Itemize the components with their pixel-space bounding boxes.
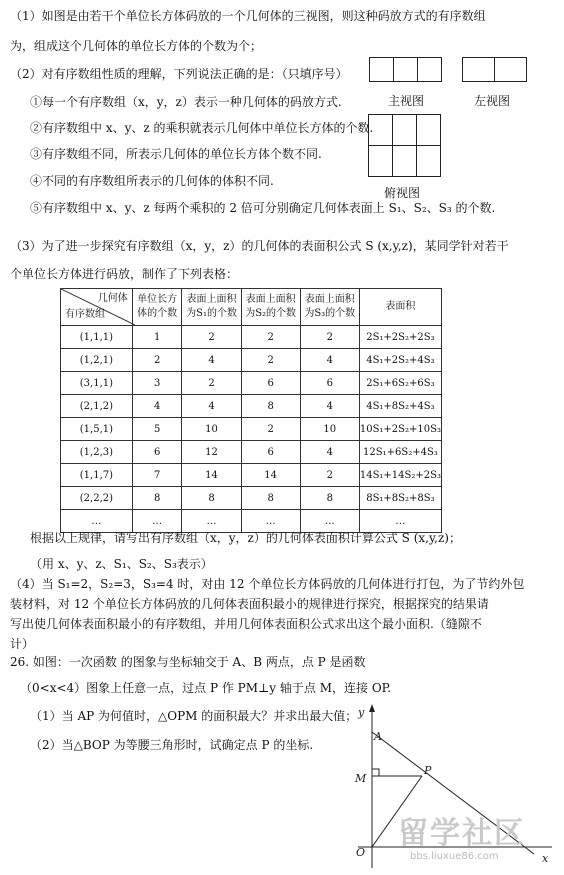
table-cell: 2S₁+2S₂+2S₃	[359, 326, 441, 349]
table-cell: 6	[241, 372, 300, 395]
front-view-figure	[369, 57, 443, 86]
table-cell: 14S₁+14S₂+2S₃	[359, 464, 441, 487]
table-cell: …	[61, 510, 133, 533]
table-cell: 8	[241, 395, 300, 418]
table-cell: (1,5,1)	[61, 418, 133, 441]
table-row	[61, 487, 442, 510]
q4-line2: 装材料，对 12 个单位长方体码放的几何体表面积最小的规律进行探究，根据探究的结果请	[10, 597, 489, 611]
q2-item-2: ②有序数组中 x、y、z 的乘积就表示几何体中单位长方体的个数.	[30, 121, 374, 135]
table-cell: 4	[182, 349, 241, 372]
table-cell: (1,2,3)	[61, 441, 133, 464]
label-M: M	[355, 772, 367, 785]
after-table-line2: （用 x、y、z、S₁、S₂、S₃表示）	[30, 557, 213, 571]
header-s3: 表面上面积为S₃的个数	[300, 289, 359, 326]
label-P: P	[424, 764, 432, 777]
q26-line1: 26. 如图：一次函数 的图象与坐标轴交于 A、B 两点，点 P 是函数	[10, 655, 366, 669]
table-cell: …	[300, 510, 359, 533]
header-s2: 表面上面积为S₂的个数	[241, 289, 300, 326]
table-row	[61, 464, 442, 487]
table-cell: 2	[132, 349, 182, 372]
diag-bottom-label: 有序数组	[65, 309, 105, 320]
table-cell: 2S₁+6S₂+6S₃	[359, 372, 441, 395]
table-cell: 2	[182, 326, 241, 349]
table-cell: 4	[132, 395, 182, 418]
table-cell: 8	[182, 487, 241, 510]
table-cell: 8	[241, 487, 300, 510]
table-cell: 8	[300, 487, 359, 510]
table-cell: 2	[241, 349, 300, 372]
table-cell: 2	[300, 464, 359, 487]
watermark-logo: 留学社区	[398, 816, 526, 851]
q3-line2: 个单位长方体进行码放，制作了下列表格：	[10, 267, 239, 281]
watermark-url: bbs.liuxue86.com	[410, 851, 499, 862]
q4-line1: （4）当 S₁=2，S₂=3，S₃=4 时，对由 12 个单位长方体码放的几何体进行打包，为了节约外包	[10, 577, 525, 591]
q2-item-5: ⑤有序数组中 x、y、z 每两个乘积的 2 倍可分别确定几何体表面上 S₁、S₂、S₃ 的个数.	[30, 201, 496, 215]
diag-top-label: 几何体	[97, 293, 128, 304]
table-cell: …	[359, 510, 441, 533]
table-cell: …	[241, 510, 300, 533]
label-O: O	[356, 846, 366, 859]
table-cell: (2,2,2)	[61, 487, 133, 510]
q3-line1: （3）为了进一步探究有序数组（x，y，z）的几何体的表面积公式 S (x,y,z)，某同学针对若干	[10, 239, 509, 253]
table-cell: 2	[300, 326, 359, 349]
table-cell: (2,1,2)	[61, 395, 133, 418]
table-cell: 8	[132, 487, 182, 510]
header-s1: 表面上面积为S₁的个数	[182, 289, 241, 326]
q2-stem: （2）对有序数组性质的理解，下列说法正确的是：（只填序号）	[10, 67, 348, 81]
after-table-line1: 根据以上规律，请写出有序数组（x，y，z）的几何体表面积计算公式 S (x,y,z)；	[30, 531, 461, 545]
table-cell: 10	[182, 418, 241, 441]
table-cell: 7	[132, 464, 182, 487]
table-cell: 8S₁+8S₂+8S₃	[359, 487, 441, 510]
table-header-row	[61, 289, 442, 326]
table-row	[61, 349, 442, 372]
header-count: 单位长方体的个数	[132, 289, 182, 326]
q4-line4: 计）	[10, 637, 35, 651]
q2-item-1: ①每一个有序数组（x，y，z）表示一种几何体的码放方式.	[30, 95, 342, 109]
table-cell: 14	[182, 464, 241, 487]
q2-item-4: ④不同的有序数组所表示的几何体的体积不同.	[30, 174, 274, 188]
table-cell: 10	[300, 418, 359, 441]
table-cell: 10S₁+2S₂+10S₃	[359, 418, 441, 441]
table-cell: 14	[241, 464, 300, 487]
table-cell: 2	[241, 418, 300, 441]
table-cell: 4	[300, 349, 359, 372]
q1-line2: 为，组成这个几何体的单位长方体的个数为个；	[10, 39, 263, 53]
table-cell: (1,1,7)	[61, 464, 133, 487]
top-view-figure	[368, 114, 442, 181]
table-cell: (1,2,1)	[61, 349, 133, 372]
label-y: y	[358, 706, 365, 719]
q1-line1: （1）如图是由若干个单位长方体码放的一个几何体的三视图，则这种码放方式的有序数组	[10, 9, 486, 23]
q2-item-3: ③有序数组不同，所表示几何体的单位长方体个数不同.	[30, 147, 322, 161]
table-row	[61, 395, 442, 418]
table-row	[61, 418, 442, 441]
table-cell: 4	[182, 395, 241, 418]
table-cell: …	[132, 510, 182, 533]
top-view-caption: 俯视图	[384, 186, 421, 200]
table-cell: 12	[182, 441, 241, 464]
table-cell: 5	[132, 418, 182, 441]
table-cell: 4S₁+2S₂+4S₃	[359, 349, 441, 372]
table-cell: 6	[300, 372, 359, 395]
front-view-caption: 主视图	[388, 94, 425, 108]
table-cell: 4	[300, 395, 359, 418]
q26-sub1: （1）当 AP 为何值时，△OPM 的面积最大？并求出最大值；	[30, 709, 358, 723]
table-row	[61, 326, 442, 349]
left-view-figure	[462, 57, 528, 86]
table-cell: 2	[241, 326, 300, 349]
table-row	[61, 372, 442, 395]
header-area: 表面积	[359, 289, 441, 326]
table-cell: (1,1,1)	[61, 326, 133, 349]
label-x: x	[542, 852, 549, 865]
table-cell: 6	[241, 441, 300, 464]
q26-sub2: （2）当△BOP 为等腰三角形时，试确定点 P 的坐标.	[30, 738, 314, 752]
label-A: A	[374, 730, 382, 743]
table-cell: 1	[132, 326, 182, 349]
table-cell: 6	[132, 441, 182, 464]
data-table	[60, 288, 442, 533]
q26-line2: （0<x<4）图象上任意一点，过点 P 作 PM⊥y 轴于点 M，连接 OP.	[20, 681, 392, 695]
table-cell: 12S₁+6S₂+4S₃	[359, 441, 441, 464]
table-row	[61, 441, 442, 464]
table-cell: (3,1,1)	[61, 372, 133, 395]
table-cell: 4S₁+8S₂+4S₃	[359, 395, 441, 418]
table-cell: 3	[132, 372, 182, 395]
table-cell: 2	[182, 372, 241, 395]
table-cell: 4	[300, 441, 359, 464]
left-view-caption: 左视图	[474, 94, 511, 108]
table-cell: …	[182, 510, 241, 533]
q4-line3: 写出使几何体表面积最小的有序数组，并用几何体表面积公式求出这个最小面积.（缝隙不	[10, 617, 482, 631]
diagonal-header	[61, 289, 133, 326]
